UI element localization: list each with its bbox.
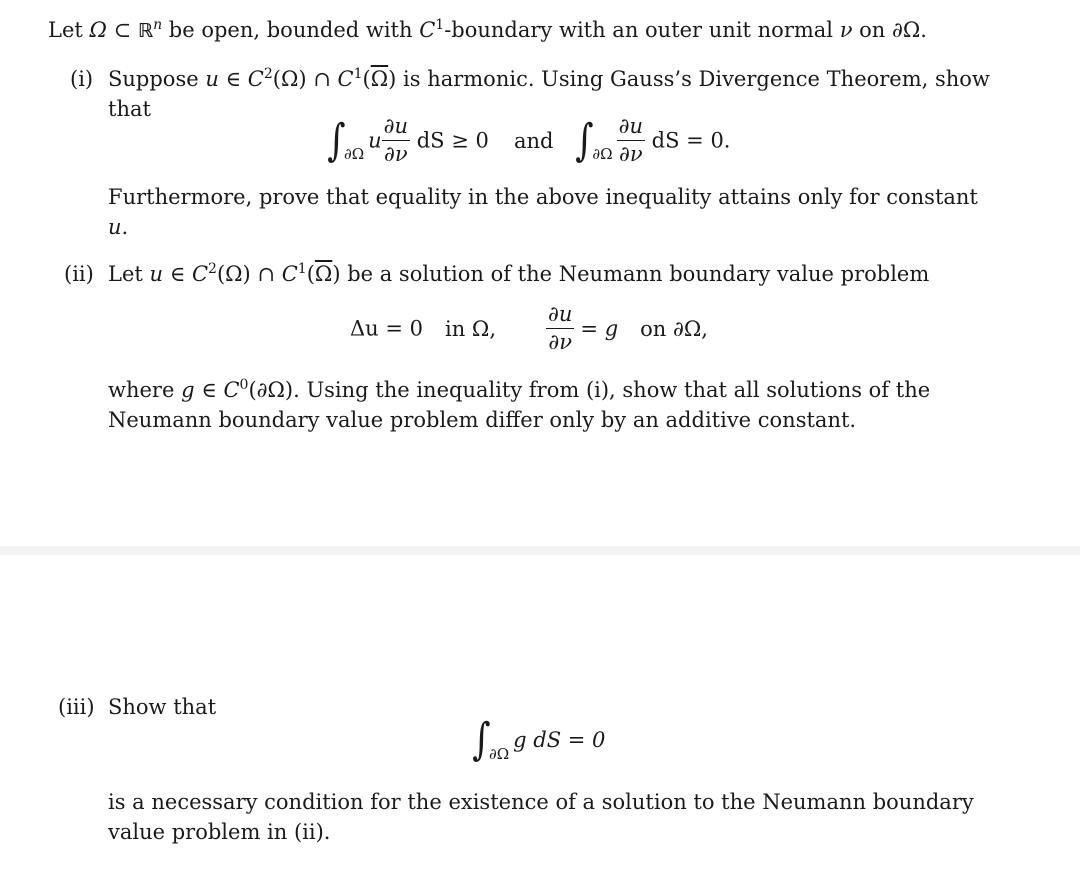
intro-text: -boundary with an outer unit normal: [444, 18, 840, 42]
denominator: ∂ν: [546, 328, 574, 353]
denominator: ∂ν: [382, 140, 410, 165]
part2-line1: [108, 259, 929, 289]
part3-line2: is a necessary condition for the existence of a solution to the Neumann boundary: [108, 790, 974, 814]
page-divider: [0, 546, 1080, 555]
part3-label: (iii): [58, 695, 95, 719]
text: ): [332, 262, 341, 286]
var-c: C: [337, 67, 354, 91]
part1-line2: that: [108, 97, 151, 121]
text: is harmonic. Using Gauss’s Divergence Theorem, show: [396, 67, 990, 91]
part3-line1: Show that: [108, 695, 217, 719]
intro-text: Let: [48, 18, 90, 42]
text: (Ω) ∩: [272, 67, 338, 91]
text: be a solution of the Neumann boundary value problem: [340, 262, 930, 286]
integral-sign: ∫: [327, 114, 346, 166]
intro-c: C: [419, 18, 436, 42]
intro-omega: Ω ⊂: [89, 18, 138, 42]
part1-line3: Furthermore, prove that equality in the above inequality attains only for constant: [108, 185, 978, 209]
and-word: and: [513, 128, 554, 153]
text: where: [108, 378, 182, 402]
intro-nu: ν: [839, 18, 853, 42]
part1-line4: u.: [108, 215, 129, 239]
var-g: g: [181, 378, 195, 402]
sup: 0: [239, 377, 249, 393]
fraction-du-dnu: [546, 304, 574, 353]
text: ): [388, 67, 397, 91]
part1-line1: [108, 64, 990, 94]
part3-line3: value problem in (ii).: [108, 820, 331, 844]
sup: 2: [208, 261, 217, 277]
var-c: C: [247, 67, 264, 91]
var-g: g: [604, 316, 619, 341]
text: ∈: [194, 378, 224, 402]
sup: 1: [297, 261, 307, 277]
var-u: u: [368, 128, 382, 153]
in-omega: in Ω,: [445, 316, 497, 341]
part2-line2: [108, 375, 930, 405]
on-boundary: on ∂Ω,: [640, 316, 708, 341]
text: (Ω) ∩: [216, 262, 282, 286]
sup: 2: [263, 66, 273, 82]
sup: 1: [353, 66, 363, 82]
intro-sup: 1: [435, 17, 445, 33]
text: (: [306, 262, 315, 286]
part2-label: (ii): [64, 262, 94, 286]
part2-line3: Neumann boundary value problem differ only by an additive constant.: [108, 408, 857, 432]
intro-text: be open, bounded with: [162, 18, 420, 42]
omega-closure: $\overline{\Omega}$: [370, 67, 389, 91]
text: Let: [108, 262, 150, 286]
integral-sign: ∫: [575, 114, 595, 166]
inequality: dS ≥ 0: [410, 128, 489, 153]
laplace-eq: Δu = 0: [350, 316, 423, 341]
var-c: C: [223, 378, 240, 402]
omega-closure: $\overline{\Omega}$: [314, 262, 333, 286]
text: ∈: [218, 67, 248, 91]
numerator: ∂u: [383, 114, 409, 138]
text: ∈: [163, 262, 192, 286]
var-u: u: [149, 262, 164, 286]
equals: =: [580, 316, 605, 341]
var-c: C: [191, 262, 209, 286]
intro-line: [48, 15, 927, 46]
part1-equation: [325, 116, 731, 180]
equality: dS = 0.: [645, 128, 731, 153]
part3-equation: [470, 714, 606, 782]
var-u: u: [205, 67, 219, 91]
fraction-du-dnu: [382, 116, 410, 165]
denominator: ∂ν: [617, 140, 645, 165]
numerator: ∂u: [618, 114, 643, 138]
text: (∂Ω). Using the inequality from (i), show that all solutions of the: [248, 378, 931, 402]
text: Suppose: [108, 67, 206, 91]
intro-text: on ∂Ω.: [852, 18, 927, 42]
integral-body: g dS = 0: [513, 728, 606, 752]
integral-domain: ∂Ω: [488, 744, 510, 763]
fraction-du-dnu: [617, 116, 645, 165]
integral-sign: ∫: [472, 714, 491, 765]
numerator: ∂u: [548, 302, 573, 326]
var-c: C: [281, 262, 298, 286]
integral-domain: ∂Ω: [343, 145, 365, 163]
part2-equation: [350, 304, 708, 368]
intro-reals: ℝ: [137, 20, 154, 42]
part1-label: (i): [70, 67, 94, 91]
intro-dim: n: [153, 17, 163, 33]
integral-domain: ∂Ω: [592, 145, 613, 163]
text: (: [362, 67, 371, 91]
